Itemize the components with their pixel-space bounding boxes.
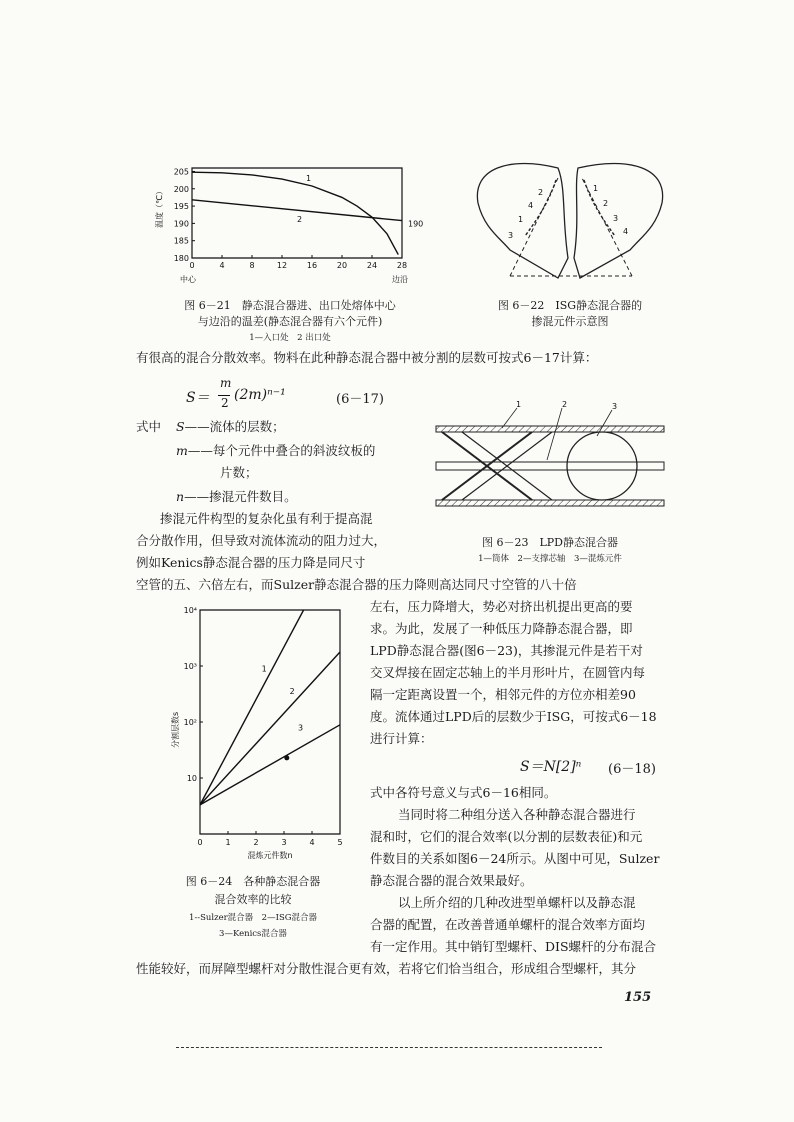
def-m-cont: 片数； (220, 465, 258, 480)
para2-line3: 例如Kenics静态混合器的压力降是同尺寸 (136, 555, 366, 570)
lpd-tube-top-wall (436, 426, 664, 432)
fig24-x-tick-label-4: 4 (309, 838, 315, 847)
fig21-x-tick-label-0: 0 (189, 261, 195, 270)
def-m-text: ——每个元件中叠合的斜波纹板的 (187, 443, 376, 458)
fig22-label-1-right: 1 (593, 184, 599, 193)
equation-6-17 (186, 378, 436, 414)
def-s-symbol: S (176, 419, 185, 434)
fig24-y-tick-label-1: 10 (186, 774, 197, 783)
para2-line1: 掺混元件构型的复杂化虽有利于提高混 (160, 511, 373, 526)
para4-line4: 件数目的关系如图6－24所示。从图中可见，Sulzer (370, 851, 660, 866)
fig21-series-2-label: 2 (297, 215, 303, 225)
lpd-element-circle (567, 432, 637, 500)
fig24-legend-line2: 3—Kenics混合器 (219, 929, 287, 939)
def-m-symbol: m (176, 443, 188, 458)
fig24-x-tick-label-3: 3 (281, 838, 287, 847)
fig21-y-tick-label-0: 180 (173, 254, 189, 263)
fig22-label-2-right: 2 (603, 199, 609, 208)
fig21-x-tick-label-5: 20 (336, 261, 348, 270)
lpd-tube-bottom-wall (436, 500, 664, 506)
def-s-text: ——流体的层数； (184, 419, 285, 434)
def-s (176, 416, 285, 438)
fig22-caption-line2: 掺混元件示意图 (531, 315, 609, 328)
fig21-y-tick-label-5: 205 (173, 167, 189, 177)
fig23-label-3: 3 (612, 402, 618, 411)
lpd-leader-1 (502, 408, 517, 428)
lpd-shaft (436, 462, 664, 470)
fig21-caption-line1: 图 6－21 静态混合器进、出口处熔体中心 (184, 299, 396, 312)
fig24-caption-line1: 图 6－24 各种静态混合器 (185, 875, 321, 888)
fig21-x-tick-label-7: 28 (396, 261, 408, 270)
fig23-legend: 1—筒体 2—支撑芯轴 3—混炼元件 (478, 554, 622, 564)
fig24-y-tick-label-4: 10⁴ (183, 606, 197, 615)
fig21-x-tick-label-6: 24 (366, 261, 378, 270)
fig24-y-axis-label: 分割层数s (171, 711, 180, 748)
fig21-x-label-right: 边沿 (392, 275, 408, 284)
para4-line1: 式中各符号意义与式6－16相同。 (370, 785, 557, 800)
fig21-caption-line2: 与边沿的温差(静态混合器有六个元件) (197, 315, 383, 328)
eq17-number: (6－17) (336, 392, 384, 407)
para2-line4: 空管的五、六倍左右，而Sulzer静态混合器的压力降则高达同尺寸空管的八十倍 (136, 577, 577, 592)
fig21-y-tick-label-1: 185 (173, 236, 189, 246)
fig24-y-tick-label-3: 10³ (183, 662, 197, 671)
figure-6-23-diagram (432, 398, 668, 526)
fig21-series-1-line (192, 172, 398, 254)
fig21-y-tick-label-4: 200 (173, 184, 189, 194)
para3-line1: 左右，压力降增大，势必对挤出机提出更高的要 (370, 599, 633, 614)
fig21-y-axis-label: 温度（℃） (155, 187, 164, 228)
figure-6-21-chart (150, 158, 435, 290)
fig21-legend: 1—入口处 2 出口处 (249, 333, 331, 343)
fig24-caption-line2: 混合效率的比较 (214, 893, 292, 906)
footer-rule (176, 1047, 602, 1048)
fig21-series-1-label: 1 (306, 174, 312, 183)
fig22-label-3-right: 3 (613, 214, 619, 223)
def-n (176, 486, 297, 508)
figure-6-24-chart (164, 598, 354, 866)
fig24-y-tick-label-2: 10² (183, 718, 197, 727)
fig22-caption-line1: 图 6－22 ISG静态混合器的 (497, 299, 643, 312)
eq18-body: S＝N[2]ⁿ (520, 759, 582, 775)
fig24-x-tick-label-5: 5 (337, 838, 343, 847)
def-n-text: ——掺混元件数目。 (184, 489, 297, 504)
eq17-rhs: (2m)ⁿ⁻¹ (234, 387, 286, 403)
para3-line7: 进行计算： (370, 731, 433, 746)
eq17-denominator: 2 (221, 396, 229, 410)
fig22-label-1-left: 1 (518, 215, 524, 224)
defs-lead: 式中 (136, 419, 162, 434)
fig22-label-4-left: 4 (528, 201, 534, 210)
para3-line4: 交叉焊接在固定芯轴上的半月形叶片，在圆管内每 (370, 665, 646, 680)
fig21-plot-frame (192, 168, 402, 258)
fig24-x-axis-label: 混炼元件数n (247, 851, 293, 860)
fig24-x-tick-label-1: 1 (225, 838, 231, 847)
fig24-series-2-line (200, 652, 340, 805)
def-n-symbol: n (176, 489, 185, 504)
isg-right-lobe (574, 163, 663, 278)
eq17-lhs: S＝ (186, 390, 210, 406)
para2-line2: 合分散作用，但导致对流体流动的阻力过大， (136, 533, 387, 548)
para5: 性能较好，而屏障型螺杆对分散性混合更有效，若将它们恰当组合，形成组合型螺杆，其分 (136, 961, 637, 976)
fig21-x-tick-label-2: 8 (249, 261, 255, 270)
eq18-number: (6－18) (608, 762, 656, 777)
para3-line5: 隔一定距离设置一个，相邻元件的方位亦相差90 (370, 687, 636, 702)
fig21-x-label-left: 中心 (180, 275, 196, 284)
fig24-legend-line1: 1--Sulzer混合器 2—ISG混合器 (188, 913, 318, 923)
fig23-label-1: 1 (516, 400, 522, 409)
para3-line6: 度。流体通过LPD后的层数少于ISG，可按式6－18 (370, 709, 657, 724)
paragraph-intro: 有很高的混合分散效率。物料在此种静态混合器中被分割的层数可按式6－17计算： (136, 350, 598, 365)
fig23-caption: 图 6－23 LPD静态混合器 (481, 536, 619, 549)
isg-diag-dash-1 (510, 178, 558, 276)
fig21-y-tick-label-2: 190 (173, 219, 189, 229)
eq17-numerator: m (220, 376, 232, 390)
fig24-series-2-label: 2 (289, 687, 295, 696)
fig24-plot-frame (200, 610, 340, 834)
def-m (176, 440, 375, 462)
fig21-right-value-label: 190 (408, 219, 424, 229)
fig23-label-2: 2 (562, 400, 568, 409)
fig22-label-2-left: 2 (538, 188, 544, 197)
para4-line5: 静态混合器的混合效果最好。 (370, 873, 533, 888)
fig24-series-1-label: 1 (261, 664, 267, 674)
fig24-x-tick-label-0: 0 (197, 838, 203, 847)
para3-line3: LPD静态混合器(图6－23)，其掺混元件是若干对 (370, 643, 643, 658)
para4-line7: 合器的配置，在改善普通单螺杆的混合效率方面均 (370, 917, 646, 932)
fig21-x-tick-label-4: 16 (306, 261, 318, 270)
fig24-data-marker (284, 755, 289, 760)
figure-6-22-diagram (470, 158, 670, 288)
para4-line8: 有一定作用。其中销钉型螺杆、DIS螺杆的分布混合 (370, 939, 657, 954)
fig21-y-tick-label-3: 195 (173, 202, 189, 212)
para4-line6: 以上所介绍的几种改进型单螺杆以及静态混 (398, 895, 636, 910)
fig21-x-tick-label-1: 4 (219, 261, 225, 270)
page-number: 155 (624, 990, 652, 1005)
isg-helix-right (584, 180, 615, 236)
fig24-x-tick-label-2: 2 (253, 838, 259, 847)
para3-line2: 求。为此，发展了一种低压力降静态混合器，即 (370, 621, 633, 636)
para4-line3: 混和时，它们的混合效率(以分割的层数表征)和元 (370, 829, 643, 844)
fig24-series-3-label: 3 (298, 723, 304, 733)
fig22-label-3-left: 3 (508, 231, 514, 240)
fig22-label-4-right: 4 (623, 227, 629, 236)
fig21-x-tick-label-3: 12 (276, 261, 288, 270)
para4-line2: 当同时将二种组分送入各种静态混合器进行 (398, 807, 636, 822)
